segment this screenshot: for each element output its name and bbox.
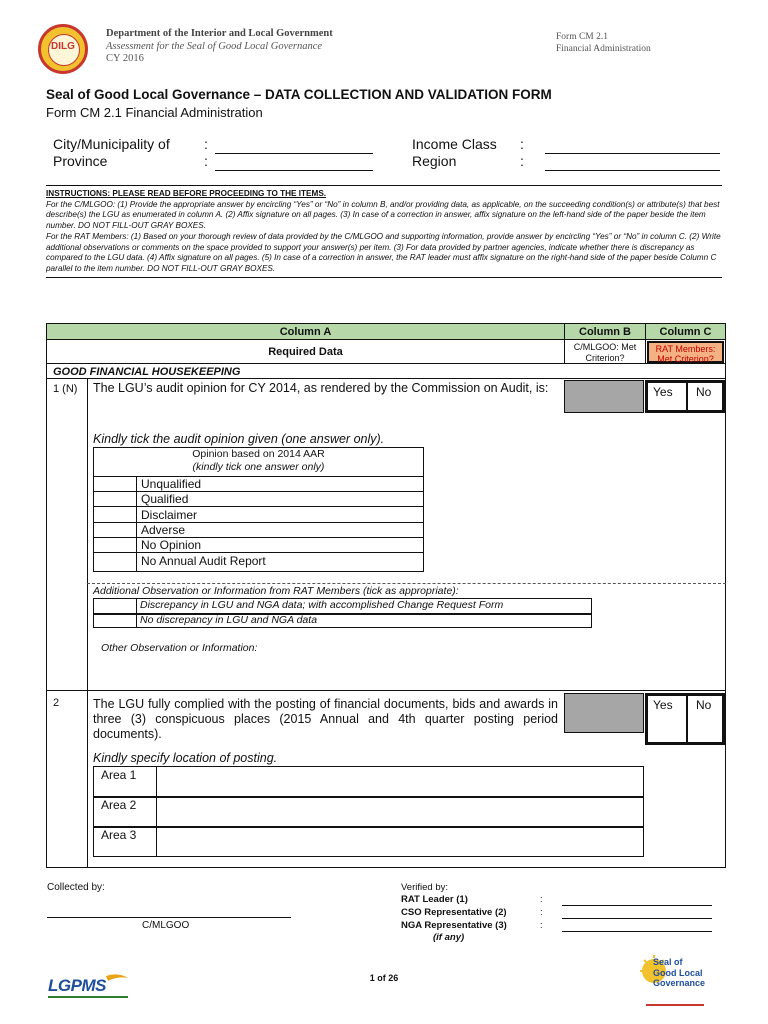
other-observation-label: Other Observation or Information: bbox=[101, 642, 258, 654]
observation-tick-column-divider bbox=[136, 598, 137, 628]
page-number: 1 of 26 bbox=[369, 973, 399, 983]
sglg-logo bbox=[640, 955, 708, 1009]
verified-by-label: Verified by: bbox=[401, 882, 448, 893]
posting-area-column-divider bbox=[156, 766, 157, 857]
area-2-input[interactable] bbox=[158, 798, 642, 825]
item-2-number: 2 bbox=[53, 697, 60, 709]
item-1-column-b-gray bbox=[564, 380, 644, 413]
dilg-seal-logo bbox=[38, 24, 88, 74]
column-c-subheader: RAT Members: Met Criterion? bbox=[647, 341, 724, 363]
department-name: Department of the Interior and Local Government bbox=[106, 28, 333, 39]
instructions-block bbox=[46, 185, 722, 278]
instructions-rat: For the RAT Members: (1) Based on your thorough review of data provided by the C/MLGOO and supporting information, provide answer by encircling “Yes” or “No” in column C. (2) Write additional observations or comments on the space provided to support your answer(s) per item. (3) For data provided by partner agencies, indicate whether there is discrepancy as compared to the LGU data. (4) Affix signature on all pages. (5) In case of a correction in answer, the RAT leader must affix signature on the right-hand side of the paper beside Column C parallel to the item number. DO NOT FILL-OUT GRAY BOXES. bbox=[46, 231, 721, 273]
lgpms-text: LGPMS bbox=[48, 976, 106, 995]
item-1-prompt: Kindly tick the audit opinion given (one answer only). bbox=[93, 432, 385, 446]
observation-option-no-discrepancy[interactable]: No discrepancy in LGU and NGA data bbox=[140, 614, 318, 626]
observation-option-discrepancy[interactable]: Discrepancy in LGU and NGA data; with accomplished Change Request Form bbox=[140, 599, 504, 611]
item-1-number-cell bbox=[46, 378, 88, 691]
nga-colon: : bbox=[540, 920, 543, 931]
observation-title: Additional Observation or Information from RAT Members (tick as appropriate): bbox=[93, 585, 459, 597]
assessment-year: CY 2016 bbox=[106, 53, 144, 64]
column-b-header: Column B bbox=[564, 323, 646, 340]
opinion-options bbox=[93, 476, 424, 572]
cso-representative-label: CSO Representative (2) bbox=[401, 907, 507, 918]
nga-signature-line[interactable] bbox=[562, 931, 712, 932]
opinion-option-disclaimer[interactable]: Disclaimer bbox=[141, 508, 198, 522]
opinion-tick-column-divider bbox=[136, 476, 137, 572]
opinion-box-title: Opinion based on 2014 AAR bbox=[192, 448, 325, 460]
income-class-input-line[interactable] bbox=[545, 153, 720, 154]
rat-leader-signature-line[interactable] bbox=[562, 905, 712, 906]
item-2-no-option[interactable]: No bbox=[696, 698, 712, 712]
assessment-name: Assessment for the Seal of Good Local Governance bbox=[106, 41, 323, 52]
column-c-header: Column C bbox=[645, 323, 726, 340]
item-1-text: The LGU’s audit opinion for CY 2014, as rendered by the Commission on Audit, is: bbox=[93, 381, 549, 395]
form-code: Form CM 2.1 bbox=[556, 32, 608, 42]
form-area: Financial Administration bbox=[556, 44, 651, 54]
item-2-yes-no-divider bbox=[686, 693, 688, 745]
income-class-label: Income Class bbox=[412, 136, 497, 152]
instructions-clmgoo: For the C/MLGOO: (1) Provide the appropriate answer by encircling “Yes” or “No” in column B, and/or providing data, as applicable, on the succeeding condition(s) or attribute(s) that best describe(s) the LGU as enumerated in column A. (2) Affix signature on all pages. (3) In case of a correction in answer, affix signature on the left-hand side of the paper beside the item number. DO NOT FILL-OUT GRAY BOXES. bbox=[46, 199, 720, 231]
required-data-header: Required Data bbox=[46, 339, 565, 364]
if-any-label: (if any) bbox=[433, 932, 465, 943]
opinion-option-unqualified[interactable]: Unqualified bbox=[141, 477, 202, 491]
area-1-input[interactable] bbox=[158, 768, 642, 795]
seal-text: DILG bbox=[51, 41, 75, 52]
province-input-line[interactable] bbox=[215, 170, 373, 171]
clmgoo-label: C/MLGOO bbox=[142, 920, 190, 931]
opinion-box-subtitle: (kindly tick one answer only) bbox=[192, 461, 325, 473]
form-title: Seal of Good Local Governance – DATA COLLECTION AND VALIDATION FORM bbox=[46, 87, 552, 102]
item-2-yes-option[interactable]: Yes bbox=[653, 698, 673, 712]
opinion-option-no-aar[interactable]: No Annual Audit Report bbox=[141, 554, 266, 568]
income-colon: : bbox=[520, 136, 524, 152]
item-1-yes-option[interactable]: Yes bbox=[653, 385, 673, 399]
cso-colon: : bbox=[540, 907, 543, 918]
rat-leader-label: RAT Leader (1) bbox=[401, 894, 468, 905]
city-colon: : bbox=[204, 136, 208, 152]
opinion-option-adverse[interactable]: Adverse bbox=[141, 523, 186, 537]
collected-by-label: Collected by: bbox=[47, 882, 105, 893]
province-colon: : bbox=[204, 153, 208, 169]
section-good-financial-housekeeping: GOOD FINANCIAL HOUSEKEEPING bbox=[46, 363, 726, 379]
item-2-prompt: Kindly specify location of posting. bbox=[93, 751, 278, 765]
item-2-number-cell bbox=[46, 690, 88, 868]
area-3-label: Area 3 bbox=[101, 828, 137, 842]
region-label: Region bbox=[412, 153, 457, 169]
region-input-line[interactable] bbox=[545, 170, 720, 171]
item-2-text: The LGU fully complied with the posting of financial documents, bids and awards in three (3) conspicuous places (2015 Annual and 4th quarter posting period documents). bbox=[93, 697, 558, 741]
city-input-line[interactable] bbox=[215, 153, 373, 154]
cso-signature-line[interactable] bbox=[562, 918, 712, 919]
form-subtitle: Form CM 2.1 Financial Administration bbox=[46, 105, 263, 120]
column-b-subheader: C/MLGOO: Met Criterion? bbox=[564, 339, 646, 364]
item-1-number: 1 (N) bbox=[53, 383, 78, 395]
collected-by-signature-line[interactable] bbox=[47, 917, 291, 918]
item-2-column-b-gray bbox=[564, 693, 644, 733]
column-a-header: Column A bbox=[46, 323, 565, 340]
item-1-yes-no-divider bbox=[686, 380, 688, 413]
opinion-option-no-opinion[interactable]: No Opinion bbox=[141, 538, 202, 552]
sglg-logo-text: Seal of Good Local Governance bbox=[653, 957, 706, 988]
area-3-input[interactable] bbox=[158, 828, 642, 855]
nga-representative-label: NGA Representative (3) bbox=[401, 920, 507, 931]
area-2-label: Area 2 bbox=[101, 798, 137, 812]
item-1-no-option[interactable]: No bbox=[696, 385, 712, 399]
province-label: Province bbox=[53, 153, 108, 169]
rat-leader-colon: : bbox=[540, 894, 543, 905]
city-label: City/Municipality of bbox=[53, 136, 170, 152]
instructions-heading: INSTRUCTIONS: PLEASE READ BEFORE PROCEEDING TO THE ITEMS. bbox=[46, 189, 327, 198]
lgpms-logo bbox=[46, 972, 130, 1002]
area-1-label: Area 1 bbox=[101, 768, 137, 782]
region-colon: : bbox=[520, 153, 524, 169]
opinion-option-qualified[interactable]: Qualified bbox=[141, 492, 189, 506]
